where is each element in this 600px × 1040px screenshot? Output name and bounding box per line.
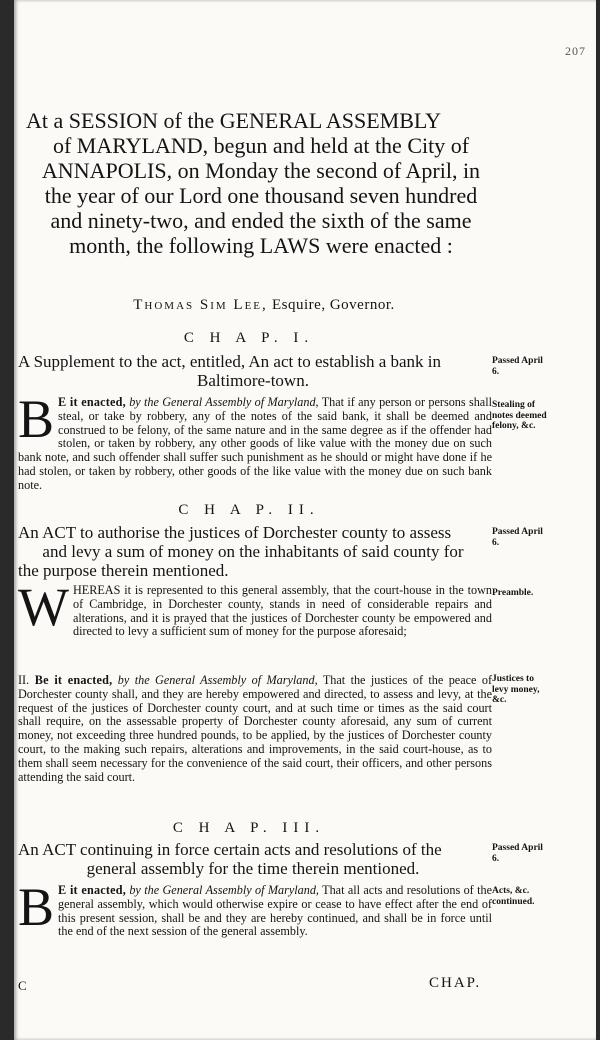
chapter-3-heading: C H A P. III. [172,820,326,836]
page-number: 207 [565,44,586,58]
chapter-2-title-line-1: An ACT to authorise the justices of Dorchester county to assess [18,523,452,542]
title-line-3: ANNAPOLIS, on Monday the second of April, in [41,158,481,183]
title-line-6: month, the following LAWS were enacted : [69,233,453,258]
chapter-1-title-line-1: A Supplement to the act, entitled, An act to establish a bank in [18,352,442,371]
title-line-5: and ninety-two, and ended the sixth of the same [50,208,472,233]
chapter-1-margin-note: Stealing of notes deemed felony, &c. [492,400,547,431]
chapter-1-heading: C H A P. I. [183,330,315,346]
title-line-1: At a SESSION of the GENERAL ASSEMBLY [26,108,441,133]
chapter-2-dropcap: W [18,577,69,637]
chapter-2-section-2 [18,674,492,784]
chapter-3-text: That all acts and resolutions of the general assembly, which would otherwise expire or cease to have effect after the end of this present session, shall be and they are hereby continued, and shall be in force until the end of the next session of the general assembly. [58,883,492,939]
chapter-2-section-opening: Be it enacted, [29,673,113,687]
governor-line [14,297,514,314]
chapter-3-title-line-1: An ACT continuing in force certain acts and resolutions of the [18,840,442,859]
chapter-2-margin-date: Passed April 6. [492,527,543,548]
chapter-2-section-number: II. [18,673,30,687]
governor-title: Esquire, Governor. [267,297,395,313]
chapter-1-text: That if any person or persons shall steal, or take by robbery, any of the notes of the said bank, it shall be deemed and construed to be felony, of the same nature and in the same degree as if the offender had stolen, or taken by robbery, any other goods of like value with the money due on such bank note, and such offender shall suffer such punishment as he should or might have done if he had stolen, or taken by robbery, other goods of the like value with the money due on such bank note. [18,395,492,492]
title-line-4: the year of our Lord one thousand seven hundred [44,183,478,208]
chapter-2-preamble [18,577,492,639]
chapter-3-title-line-2: general assembly for the time therein mentioned. [86,859,420,878]
chapter-3-margin-date: Passed April 6. [492,843,543,864]
signature-mark: C [18,978,27,993]
title-line-2: of MARYLAND, begun and held at the City of [52,133,470,158]
chapter-3-body [18,877,492,939]
chapter-3-opening: E it enacted, [58,883,126,897]
chapter-1-opening-italic: by the General Assembly of Maryland, [125,395,319,409]
chapter-2-section-text: That the justices of the peace of Dorchester county shall, and they are hereby empowered and directed, to assess and levy, at the request of the justices of Dorchester county court, and at such time or times as the said court shall require, on the assessable property of Dorchester county aforesaid, any sum of current money, not exceeding three hundred pounds, to be applied, by the justices of Dorchester county court, to the making such repairs, alterations and improvements, in the said court-house, as to them shall seem necessary for the convenience of the said court, their officers, and other persons attending the said court. [18,673,493,784]
chapter-2-title [18,523,488,580]
chapter-1-title-line-2: Baltimore-town. [197,371,309,390]
chapter-2-section-italic: by the General Assembly of Maryland, [112,673,318,687]
chapter-2-margin-preamble: Preamble. [492,588,534,598]
governor-name: Thomas Sim Lee, [133,297,268,313]
chapter-2-title-line-3: the purpose therein mentioned. [18,561,229,580]
chapter-1-dropcap: B [18,389,55,449]
chapter-3-dropcap: B [18,877,55,937]
chapter-3-margin-note: Acts, &c. continued. [492,886,535,907]
catchword: CHAP. [429,975,482,991]
chapter-1-opening: E it enacted, [58,395,126,409]
chapter-2-heading: C H A P. II. [178,502,320,518]
chapter-3-title [18,840,488,878]
document-page [14,0,596,1040]
chapter-2-margin-note: Justices to levy money, &c. [492,674,540,705]
chapter-3-opening-italic: by the General Assembly of Maryland, [125,883,319,897]
chapter-1-margin-date: Passed April 6. [492,356,543,377]
chapter-2-preamble-text: HEREAS it is represented to this general assembly, that the court-house in the town of Cambridge, in Dorchester county, stands in need of considerable repairs and alterations, and it is prayed that the justices of Dorchester county be empowered and directed to levy a sufficient sum of money for the purpose aforesaid; [72,583,492,639]
chapter-1-body [18,389,492,493]
chapter-1-title [18,352,488,390]
session-title [26,108,496,258]
chapter-2-title-line-2: and levy a sum of money on the inhabitants of said county for [42,542,464,561]
